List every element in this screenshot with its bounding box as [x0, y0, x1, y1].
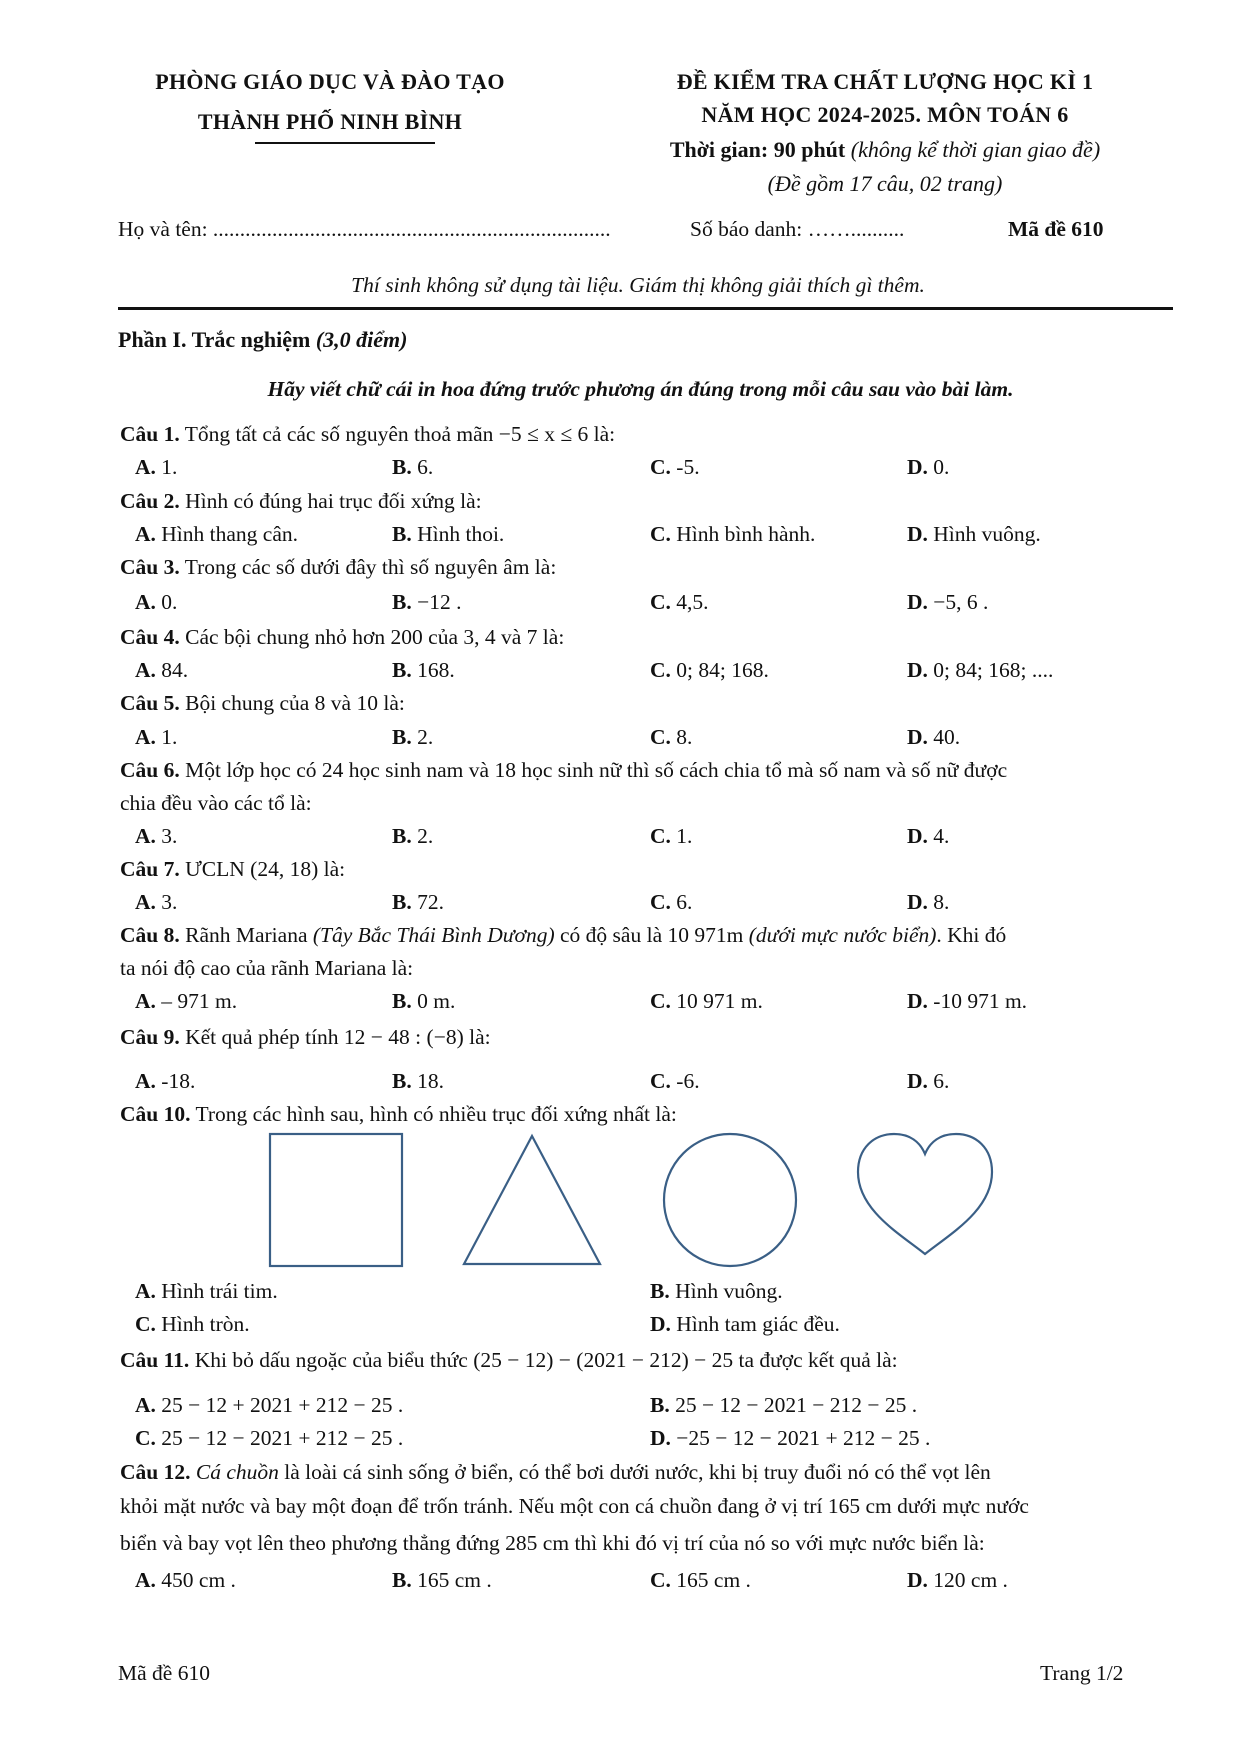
footer-exam-code: Mã đề 610	[118, 1661, 210, 1685]
q9-option-c: C. -6.	[650, 1069, 700, 1093]
q7-option-c: C. 6.	[650, 890, 693, 914]
student-id-field: Số báo danh: ……..........	[690, 217, 905, 241]
q9-option-b: B. 18.	[392, 1069, 444, 1093]
q8-option-b: B. 0 m.	[392, 989, 456, 1013]
q8-option-a: A. – 971 m.	[135, 989, 238, 1013]
school-dept: PHÒNG GIÁO DỤC VÀ ĐÀO TẠO	[155, 69, 505, 94]
question-5: Câu 5. Bội chung của 8 và 10 là:	[120, 691, 405, 715]
q5-option-b: B. 2.	[392, 725, 434, 749]
q3-option-b: B. −12 .	[392, 590, 462, 614]
q10-shapes-figure	[260, 1130, 1000, 1270]
q10-option-a: A. Hình trái tim.	[135, 1279, 278, 1303]
q7-option-b: B. 72.	[392, 890, 444, 914]
q5-option-a: A. 1.	[135, 725, 178, 749]
q11-option-b: B. 25 − 12 − 2021 − 212 − 25 .	[650, 1393, 918, 1417]
q12-option-a: A. 450 cm .	[135, 1568, 236, 1592]
q11-option-a: A. 25 − 12 + 2021 + 212 − 25 .	[135, 1393, 404, 1417]
q6-option-a: A. 3.	[135, 824, 178, 848]
pages-note: (Đề gồm 17 câu, 02 trang)	[767, 171, 1003, 196]
header-divider	[118, 307, 1173, 310]
q1-option-a: A. 1.	[135, 455, 178, 479]
exam-notice: Thí sinh không sử dụng tài liệu. Giám thị không giải thích gì thêm.	[351, 273, 925, 297]
q1-option-c: C. -5.	[650, 455, 700, 479]
triangle-shape	[464, 1136, 600, 1264]
q2-option-a: A. Hình thang cân.	[135, 522, 299, 546]
question-4: Câu 4. Các bội chung nhỏ hơn 200 của 3, 4 và 7 là:	[120, 625, 565, 649]
question-6: Câu 6. Một lớp học có 24 học sinh nam và 18 học sinh nữ thì số cách chia tổ mà số nam và số nữ được	[120, 758, 1008, 782]
q1-option-d: D. 0.	[907, 455, 950, 479]
question-8-cont: ta nói độ cao của rãnh Mariana là:	[120, 956, 414, 980]
q3-option-a: A. 0.	[135, 590, 178, 614]
question-9: Câu 9. Kết quả phép tính 12 − 48 : (−8) là:	[120, 1025, 491, 1049]
q6-option-c: C. 1.	[650, 824, 693, 848]
school-city: THÀNH PHỐ NINH BÌNH	[197, 109, 463, 134]
heart-shape	[858, 1134, 992, 1254]
question-7: Câu 7. ƯCLN (24, 18) là:	[120, 857, 346, 881]
question-12-cont2: biển và bay vọt lên theo phương thẳng đứng 285 cm thì khi đó vị trí của nó so với mực nước biển là:	[120, 1531, 985, 1555]
student-name-field: Họ và tên: ..........................................................................	[118, 217, 611, 241]
q1-option-b: B. 6.	[392, 455, 434, 479]
section-instruction: Hãy viết chữ cái in hoa đứng trước phương án đúng trong mỗi câu sau vào bài làm.	[267, 377, 1014, 401]
q9-option-d: D. 6.	[907, 1069, 950, 1093]
q10-option-d: D. Hình tam giác đều.	[650, 1312, 840, 1336]
q5-option-c: C. 8.	[650, 725, 693, 749]
q2-option-c: C. Hình bình hành.	[650, 522, 816, 546]
q11-option-d: D. −25 − 12 − 2021 + 212 − 25 .	[650, 1426, 931, 1450]
q10-option-c: C. Hình tròn.	[135, 1312, 250, 1336]
header-underline	[255, 142, 435, 144]
q7-option-a: A. 3.	[135, 890, 178, 914]
section-title: Phần I. Trắc nghiệm (3,0 điểm)	[118, 327, 408, 352]
q5-option-d: D. 40.	[907, 725, 961, 749]
q12-option-b: B. 165 cm .	[392, 1568, 492, 1592]
q8-option-d: D. -10 971 m.	[907, 989, 1028, 1013]
exam-year-subject: NĂM HỌC 2024-2025. MÔN TOÁN 6	[701, 102, 1069, 127]
q12-option-d: D. 120 cm .	[907, 1568, 1008, 1592]
question-6-cont: chia đều vào các tổ là:	[120, 791, 312, 815]
q11-option-c: C. 25 − 12 − 2021 + 212 − 25 .	[135, 1426, 404, 1450]
q2-option-d: D. Hình vuông.	[907, 522, 1041, 546]
exam-code: Mã đề 610	[1008, 217, 1104, 241]
q4-option-a: A. 84.	[135, 658, 189, 682]
q8-option-c: C. 10 971 m.	[650, 989, 763, 1013]
q6-option-d: D. 4.	[907, 824, 950, 848]
question-3: Câu 3. Trong các số dưới đây thì số nguyên âm là:	[120, 555, 557, 579]
q4-option-d: D. 0; 84; 168; ....	[907, 658, 1054, 682]
q9-option-a: A. -18.	[135, 1069, 196, 1093]
exam-title: ĐỀ KIỂM TRA CHẤT LƯỢNG HỌC KÌ 1	[676, 69, 1094, 94]
q4-option-b: B. 168.	[392, 658, 455, 682]
footer-page-number: Trang 1/2	[1040, 1661, 1124, 1685]
q12-option-c: C. 165 cm .	[650, 1568, 751, 1592]
question-2: Câu 2. Hình có đúng hai trục đối xứng là:	[120, 489, 482, 513]
q3-option-d: D. −5, 6 .	[907, 590, 989, 614]
question-1: Câu 1. Tổng tất cả các số nguyên thoả mãn −5 ≤ x ≤ 6 là:	[120, 422, 616, 446]
q2-option-b: B. Hình thoi.	[392, 522, 505, 546]
question-10: Câu 10. Trong các hình sau, hình có nhiều trục đối xứng nhất là:	[120, 1102, 677, 1126]
square-shape	[270, 1134, 402, 1266]
q3-option-c: C. 4,5.	[650, 590, 709, 614]
q4-option-c: C. 0; 84; 168.	[650, 658, 769, 682]
exam-time: Thời gian: 90 phút (không kể thời gian giao đề)	[669, 137, 1101, 162]
circle-shape	[664, 1134, 796, 1266]
question-12: Câu 12. Cá chuồn là loài cá sinh sống ở biển, có thể bơi dưới nước, khi bị truy đuổi nó có thể vọt lên	[120, 1460, 991, 1484]
q6-option-b: B. 2.	[392, 824, 434, 848]
question-8: Câu 8. Rãnh Mariana (Tây Bắc Thái Bình Dương) có độ sâu là 10 971m (dưới mực nước biển). Khi đó	[120, 923, 1007, 947]
q10-option-b: B. Hình vuông.	[650, 1279, 783, 1303]
q7-option-d: D. 8.	[907, 890, 950, 914]
question-12-cont1: khỏi mặt nước và bay một đoạn để trốn tránh. Nếu một con cá chuồn đang ở vị trí 165 cm dưới mực nước	[120, 1494, 1029, 1518]
question-11: Câu 11. Khi bỏ dấu ngoặc của biểu thức (25 − 12) − (2021 − 212) − 25 ta được kết quả là:	[120, 1348, 898, 1372]
